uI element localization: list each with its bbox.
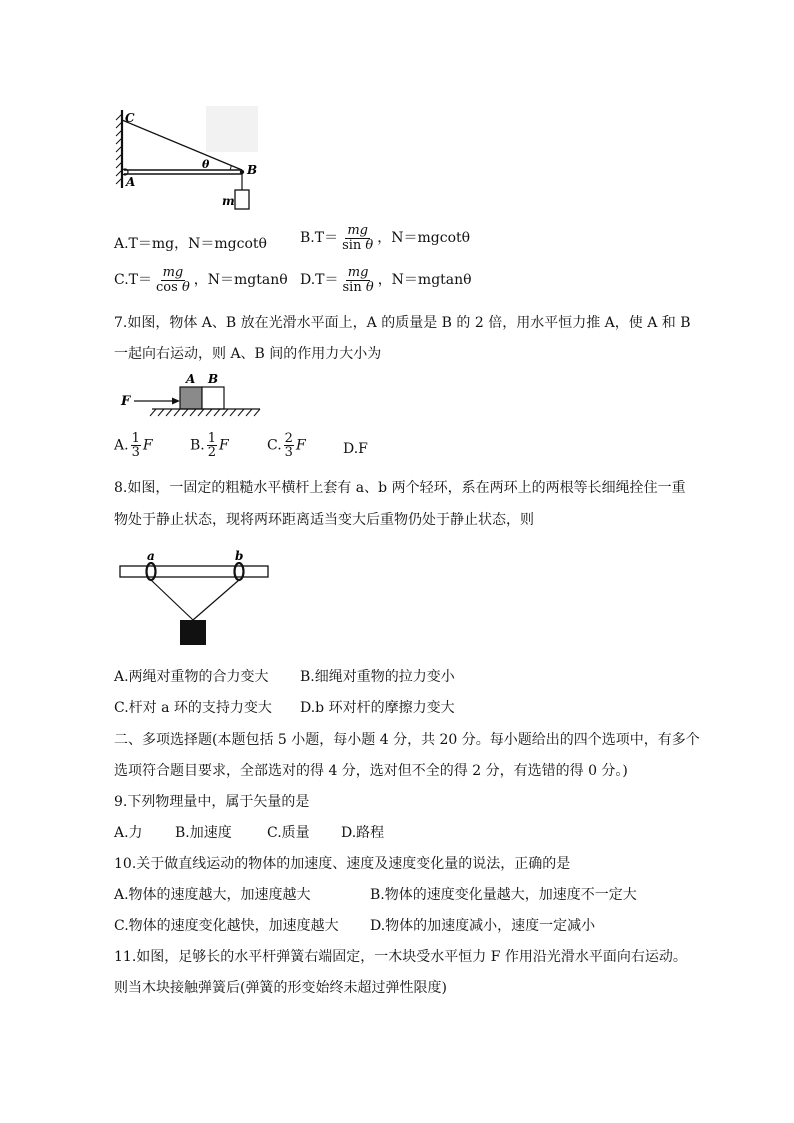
q9-option-a: A.力 [114, 825, 143, 841]
q7-stem-line2: 一起向右运动，则 A、B 间的作用力大小为 [114, 346, 382, 362]
section2-line1: 二、多项选择题(本题包括 5 小题，每小题 4 分，共 20 分。每小题给出的四个选项中，有多个 [114, 732, 700, 748]
q8-rope-b [193, 580, 239, 620]
q8-stem-line2: 物处于静止状态，现将两环距离适当变大后重物仍处于静止状态，则 [114, 512, 534, 528]
q8-option-a: A.两绳对重物的合力变大 [114, 669, 269, 685]
q6-option-a: A.T＝mg，N＝mgcotθ [114, 236, 267, 252]
q8-option-b: B.细绳对重物的拉力变小 [300, 669, 455, 685]
q6-option-c-den-var: θ [181, 279, 190, 295]
q6-label-b: B [247, 163, 258, 177]
q6-option-b-suffix: ，N＝mgcotθ [377, 230, 471, 247]
q6-option-b [300, 224, 470, 252]
q6-option-d-den-var: θ [365, 279, 374, 295]
q7-option-b-prefix: B. [190, 437, 205, 454]
q9-option-c: C.质量 [267, 825, 310, 841]
q7-option-b-den: 2 [207, 445, 217, 460]
q11-stem-line2: 则当木块接触弹簧后(弹簧的形变始终未超过弹性限度) [114, 980, 447, 996]
q6-option-b-fraction [340, 224, 375, 252]
q6-option-d-prefix: D.T＝ [300, 272, 339, 289]
q10-option-b: B.物体的速度变化量越大，加速度不一定大 [370, 887, 637, 903]
q9-option-d: D.路程 [341, 825, 385, 841]
q7-block-b [202, 387, 224, 409]
q7-block-a [180, 387, 202, 409]
q7-option-a-prefix: A. [114, 437, 129, 454]
q6-label-a: A [126, 175, 136, 189]
q8-stem-line1: 8.如图，一固定的粗糙水平横杆上套有 a、b 两个轻环，系在两环上的两根等长细绳拴住一重 [114, 480, 686, 496]
q6-option-b-den-fn: sin [342, 237, 362, 253]
q6-option-d-den-fn: sin [342, 279, 362, 295]
q8-rope-a [151, 580, 193, 620]
q11-stem-line1: 11.如图，足够长的水平杆弹簧右端固定，一木块受水平恒力 F 作用沿光滑水平面向右运动。 [114, 949, 687, 965]
q10-option-a: A.物体的速度越大，加速度越大 [114, 887, 311, 903]
q6-option-b-den-var: θ [365, 237, 374, 253]
q6-option-d-fraction [341, 266, 376, 294]
q7-label-a: A [186, 372, 196, 386]
q6-label-m: m [222, 194, 235, 208]
q7-option-d: D.F [343, 441, 368, 457]
q6-option-c-den-fn: cos [156, 279, 178, 295]
q8-option-d: D.b 环对杆的摩擦力变大 [300, 700, 455, 716]
q7-figure [112, 368, 262, 420]
q6-option-c-suffix: ，N＝mgtanθ [193, 272, 288, 289]
q10-stem: 10.关于做直线运动的物体的加速度、速度及速度变化量的说法，正确的是 [114, 856, 571, 872]
q6-label-c: C [125, 111, 135, 125]
q8-label-b: b [235, 549, 244, 563]
q7-label-f: F [121, 394, 131, 409]
q8-rod [120, 566, 268, 577]
q7-option-b [190, 432, 229, 459]
q6-option-b-prefix: B.T＝ [300, 230, 339, 247]
section2-line2: 选项符合题目要求，全部选对的得 4 分，选对但不全的得 2 分，有选错的得 0 分。) [114, 763, 628, 779]
q7-option-c-var: F [295, 437, 306, 454]
q10-option-d: D.物体的加速度减小，速度一定减小 [370, 918, 596, 934]
q6-figure [110, 104, 270, 216]
q7-option-a-num: 1 [131, 431, 140, 446]
q9-stem: 9.下列物理量中，属于矢量的是 [114, 794, 310, 810]
q6-mass-block [235, 190, 249, 209]
q8-option-c: C.杆对 a 环的支持力变大 [114, 700, 272, 716]
q6-option-b-num: mg [347, 223, 368, 238]
q7-option-c-num: 2 [284, 431, 293, 446]
q7-option-a-var: F [142, 437, 153, 454]
q7-option-c-den: 3 [284, 445, 293, 460]
q6-label-theta: θ [202, 158, 210, 171]
q8-label-a: a [147, 549, 155, 563]
q7-option-a-den: 3 [131, 445, 140, 460]
q6-option-d [300, 266, 472, 294]
q6-option-d-num: mg [347, 265, 369, 280]
q9-option-b: B.加速度 [175, 825, 232, 841]
q7-option-c-prefix: C. [267, 437, 282, 454]
q8-weight [180, 620, 206, 645]
q7-option-b-var: F [219, 437, 229, 454]
q6-option-d-suffix: ，N＝mgtanθ [377, 272, 472, 289]
q6-option-c [114, 266, 288, 294]
q8-figure [118, 543, 274, 649]
q6-option-c-fraction [154, 266, 192, 294]
q6-option-c-num: mg [162, 265, 184, 280]
q7-force-arrowhead [172, 398, 180, 405]
q7-stem-line1: 7.如图，物体 A、B 放在光滑水平面上，A 的质量是 B 的 2 倍，用水平恒力推 A，使 A 和 B [114, 315, 691, 331]
q7-option-b-num: 1 [207, 431, 217, 446]
q6-option-c-prefix: C.T＝ [114, 272, 153, 289]
q7-label-b: B [208, 372, 219, 386]
q7-ground-hatch [150, 409, 260, 416]
q7-option-a [114, 432, 153, 459]
q6-figure-artifact [206, 106, 258, 152]
q7-option-c [267, 432, 306, 459]
q10-option-c: C.物体的速度变化越快，加速度越大 [114, 918, 339, 934]
